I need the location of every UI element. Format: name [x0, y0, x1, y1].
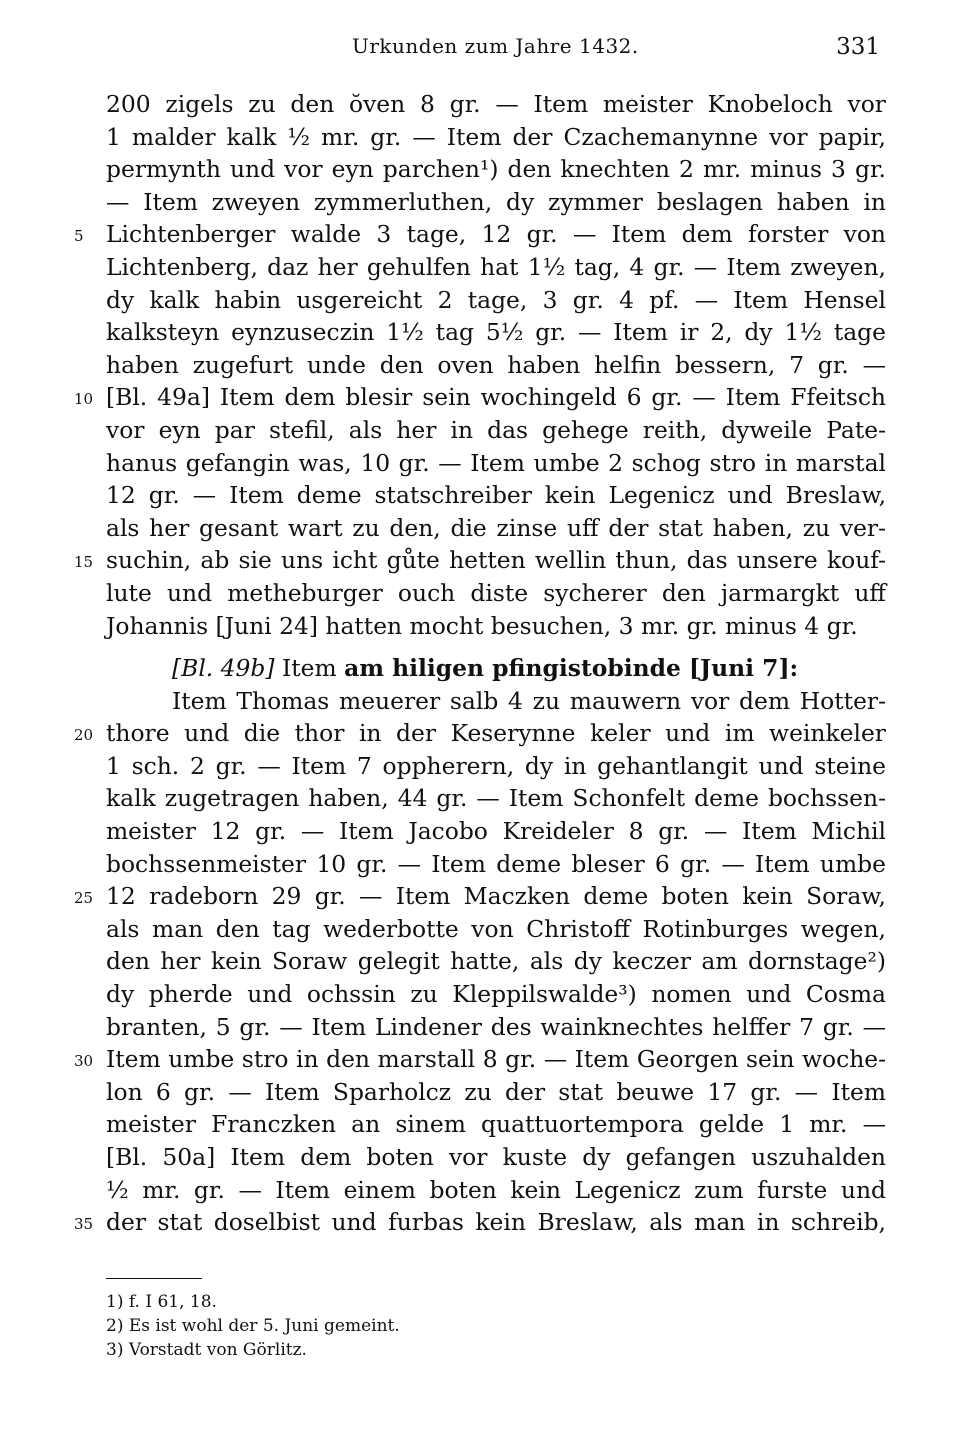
folio-marker: [Bl. 49b] — [172, 654, 275, 683]
text-line — [74, 1043, 886, 1076]
text-line — [106, 750, 886, 783]
line-text: lute und metheburger ouch diste sycherer den jarmargkt uff — [106, 578, 886, 607]
line-text: vor eyn par stefil, als her in das gehege reith, dyweile Pate- — [106, 415, 886, 444]
line-text: — Item zweyen zymmerluthen, dy zymmer beslagen haben in — [106, 187, 886, 216]
text-line — [106, 782, 886, 815]
text-line — [106, 685, 886, 718]
text-line — [106, 512, 886, 545]
page-number: 331 — [836, 34, 880, 60]
text-line — [106, 1076, 886, 1109]
heading-date: am hiligen pfingistobinde [Juni 7]: — [344, 654, 799, 683]
footnote-mark: 2) — [106, 1316, 124, 1336]
line-text: meister Franczken an sinem quattuortempora gelde 1 mr. — — [106, 1110, 886, 1139]
text-line — [106, 1108, 886, 1141]
line-text: meister 12 gr. — Item Jacobo Kreideler 8 gr. — Item Michil — [106, 817, 886, 846]
line-number: 30 — [74, 1052, 94, 1071]
line-number: 15 — [74, 553, 94, 572]
footnote-text: f. I 61, 18. — [123, 1292, 217, 1312]
text-line — [106, 577, 886, 610]
text-line — [74, 880, 886, 913]
line-text: haben zugefurt unde den oven haben helfin bessern, 7 gr. — — [106, 350, 886, 379]
document-body — [74, 88, 886, 1239]
line-number: 10 — [74, 390, 94, 409]
text-line — [106, 479, 886, 512]
line-text: der stat doselbist und furbas kein Breslaw, als man in schreib, — [106, 1208, 886, 1237]
text-line — [106, 121, 886, 154]
text-line — [106, 978, 886, 1011]
footnotes — [106, 1290, 400, 1362]
text-line — [106, 815, 886, 848]
footnote-text: Vorstadt von Görlitz. — [123, 1340, 307, 1360]
line-text: [Bl. 49a] Item dem blesir sein wochingeld 6 gr. — Item Ffeitsch — [106, 383, 886, 412]
line-text: branten, 5 gr. — Item Lindener des wainknechtes helffer 7 gr. — — [106, 1012, 886, 1041]
section-heading — [106, 652, 886, 685]
line-text: 200 zigels zu den ŏven 8 gr. — Item meister Knobeloch vor — [106, 90, 886, 118]
line-text: den her kein Soraw gelegit hatte, als dy keczer am dornstage²) — [106, 947, 886, 976]
line-text: lon 6 gr. — Item Sparholcz zu der stat beuwe 17 gr. — Item — [106, 1077, 886, 1106]
line-text: 1 sch. 2 gr. — Item 7 oppherern, dy in gehantlangit und steine — [106, 751, 886, 780]
text-line — [106, 284, 886, 317]
line-number: 35 — [74, 1215, 94, 1234]
line-number: 20 — [74, 726, 94, 745]
line-text: [Bl. 50a] Item dem boten vor kuste dy gefangen uszuhalden — [106, 1143, 886, 1171]
text-line — [106, 88, 886, 121]
line-text: Lichtenberger walde 3 tage, 12 gr. — Item dem forster von — [106, 220, 886, 249]
line-text: 12 gr. — Item deme statschreiber kein Legenicz und Breslaw, — [106, 481, 886, 510]
text-line — [106, 153, 886, 186]
footnote-divider — [106, 1278, 202, 1279]
line-text: kalksteyn eynzuseczin 1½ tag 5½ gr. — Item ir 2, dy 1½ tage — [106, 318, 886, 347]
line-text: suchin, ab sie uns icht gůte hetten wellin thun, das unsere kouf- — [106, 546, 886, 575]
footnote — [106, 1314, 400, 1338]
line-text: als man den tag wederbotte von Christoff Rotinburges wegen, — [106, 914, 886, 943]
line-text: Item Thomas meuerer salb 4 zu mauwern vor dem Hotter- — [172, 686, 886, 715]
heading-item: Item — [274, 654, 345, 683]
line-text: dy pherde und ochssin zu Kleppilswalde³) nomen und Cosma — [106, 980, 886, 1009]
line-text: ½ mr. gr. — Item einem boten kein Legenicz zum furste und — [106, 1175, 886, 1204]
text-line — [106, 186, 886, 219]
running-title: Urkunden zum Jahre 1432. — [352, 34, 639, 58]
text-line — [106, 945, 886, 978]
line-number: 25 — [74, 889, 94, 908]
line-number: 5 — [74, 227, 84, 246]
text-line — [106, 251, 886, 284]
line-text: 12 radeborn 29 gr. — Item Maczken deme boten kein Soraw, — [106, 882, 886, 911]
line-text: Item umbe stro in den marstall 8 gr. — Item Georgen sein woche- — [106, 1045, 886, 1074]
text-line — [74, 717, 886, 750]
line-text: Johannis [Juni 24] hatten mocht besuchen, 3 mr. gr. minus 4 gr. — [106, 611, 858, 640]
line-text: dy kalk habin usgereicht 2 tage, 3 gr. 4 pf. — Item Hensel — [106, 285, 886, 314]
line-text: 1 malder kalk ½ mr. gr. — Item der Czachemanynne vor papir, — [106, 122, 886, 151]
footnote-text: Es ist wohl der 5. Juni gemeint. — [123, 1316, 400, 1336]
footnote-mark: 3) — [106, 1340, 124, 1360]
line-text: hanus gefangin was, 10 gr. — Item umbe 2 schog stro in marstal — [106, 448, 886, 477]
text-line — [106, 349, 886, 382]
footnote — [106, 1290, 400, 1314]
line-text: thore und die thor in der Keserynne keler und im weinkeler — [106, 719, 886, 748]
text-line — [106, 913, 886, 946]
text-line — [106, 1011, 886, 1044]
footnote-mark: 1) — [106, 1292, 124, 1312]
text-line — [106, 610, 886, 643]
page-header — [0, 34, 960, 66]
text-line — [106, 1174, 886, 1207]
line-text: als her gesant wart zu den, die zinse uff der stat haben, zu ver- — [106, 513, 886, 542]
text-line — [74, 218, 886, 251]
text-line — [74, 544, 886, 577]
text-line — [106, 447, 886, 480]
line-text: kalk zugetragen haben, 44 gr. — Item Schonfelt deme bochssen- — [106, 784, 886, 813]
text-line — [106, 848, 886, 881]
text-line — [106, 414, 886, 447]
line-text: bochssenmeister 10 gr. — Item deme bleser 6 gr. — Item umbe — [106, 849, 886, 878]
text-line — [106, 1141, 886, 1174]
text-line — [74, 1206, 886, 1239]
text-line — [74, 381, 886, 414]
line-text: permynth und vor eyn parchen¹) den knechten 2 mr. minus 3 gr. — [106, 155, 886, 184]
line-text: Lichtenberg, daz her gehulfen hat 1½ tag, 4 gr. — Item zweyen, — [106, 252, 886, 281]
text-line — [106, 316, 886, 349]
footnote — [106, 1338, 400, 1362]
